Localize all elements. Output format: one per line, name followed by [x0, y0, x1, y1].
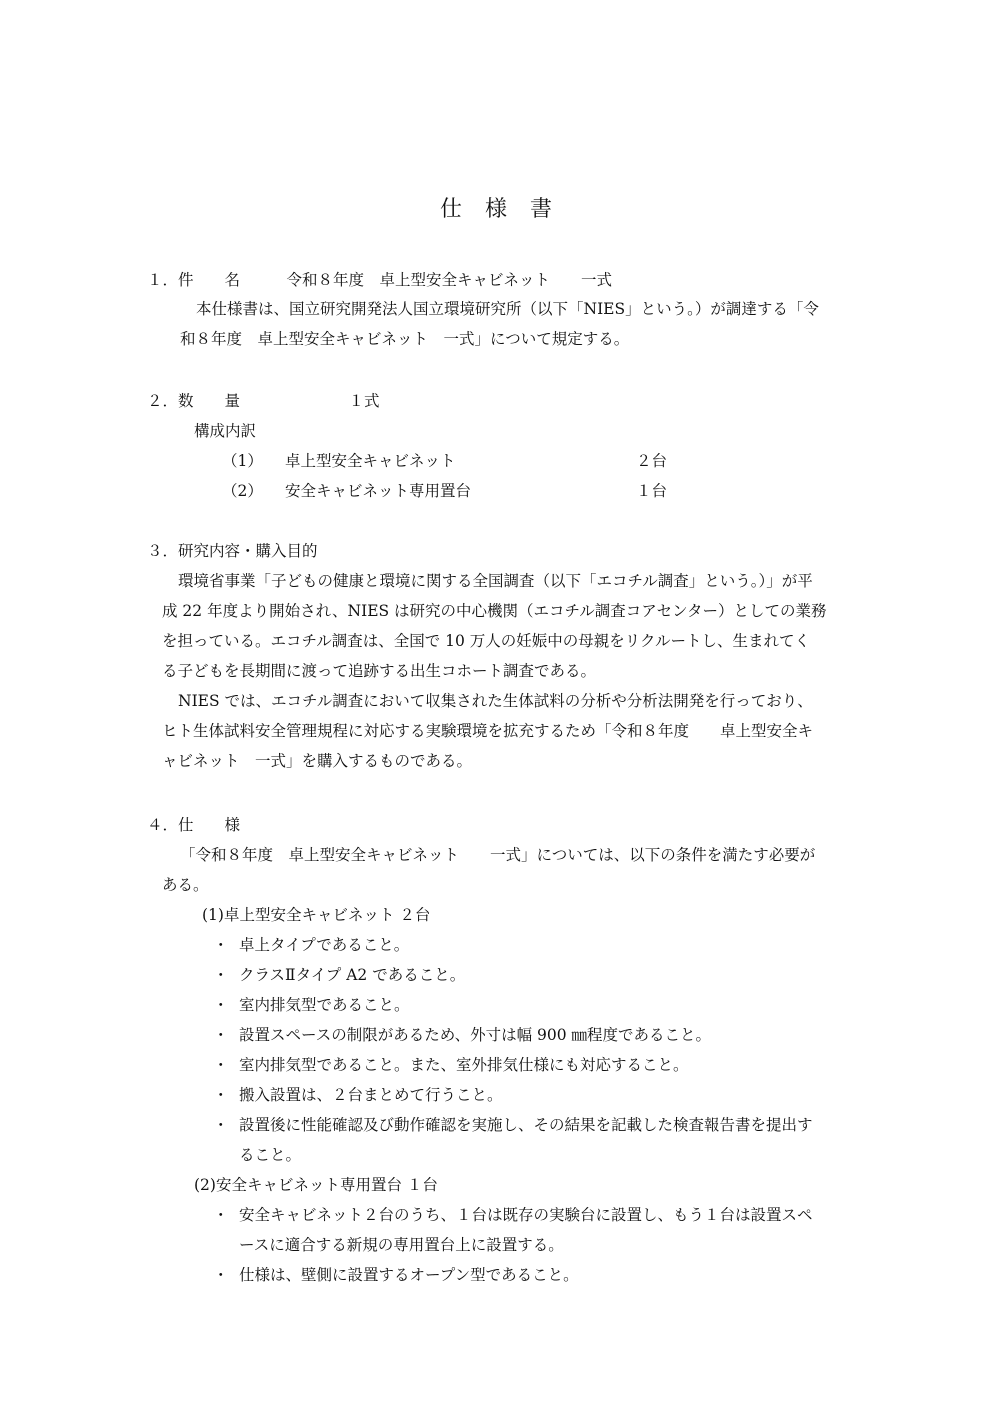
bullet-text: 設置後に性能確認及び動作確認を実施し、その結果を記載した検査報告書を提出す [239, 1116, 813, 1134]
section-1-paragraph-line: 和８年度 卓上型安全キャビネット 一式」について規定する。 [180, 330, 630, 348]
bullet-mark: ・ [213, 1086, 229, 1104]
subsection-heading: (2)安全キャビネット専用置台 １台 [194, 1176, 438, 1194]
section-1-heading: １．件 名 令和８年度 卓上型安全キャビネット 一式 [147, 271, 613, 289]
bullet-text: 室内排気型であること。 [239, 996, 410, 1014]
item-quantity: １台 [636, 482, 668, 500]
breakdown-label: 構成内訳 [194, 422, 257, 440]
bullet-text: 仕様は、壁側に設置するオープン型であること。 [239, 1266, 579, 1284]
section-3-line: ヒト生体試料安全管理規程に対応する実験環境を拡充するため「令和８年度 卓上型安全キ [162, 722, 814, 740]
page-title: 仕 様 書 [440, 197, 560, 222]
section-3-line: NIES では、エコチル調査において収集された生体試料の分析や分析法開発を行っており、 [178, 692, 813, 710]
item-name: 卓上型安全キャビネット [285, 452, 456, 470]
bullet-mark: ・ [213, 1026, 229, 1044]
subsection-heading: (1)卓上型安全キャビネット ２台 [202, 906, 431, 924]
bullet-mark: ・ [213, 1056, 229, 1074]
bullet-mark: ・ [213, 936, 229, 954]
section-3-line: 成 22 年度より開始され、NIES は研究の中心機関（エコチル調査コアセンター）としての業務 [162, 602, 827, 620]
bullet-text: 室内排気型であること。また、室外排気仕様にも対応すること。 [239, 1056, 689, 1074]
item-quantity: ２台 [636, 452, 668, 470]
section-3-line: を担っている。エコチル調査は、全国で 10 万人の妊娠中の母親をリクルートし、生まれてく [162, 632, 811, 650]
item-number: （1） [222, 452, 263, 470]
item-name: 安全キャビネット専用置台 [285, 482, 472, 500]
section-1-paragraph-line: 本仕様書は、国立研究開発法人国立環境研究所（以下「NIES」という。）が調達する「令 [196, 300, 819, 318]
bullet-text: クラスⅡタイプ A2 であること。 [239, 966, 466, 984]
bullet-mark: ・ [213, 966, 229, 984]
section-4-heading: ４．仕 様 [147, 816, 241, 834]
section-4-intro-line: ある。 [162, 876, 209, 894]
section-3-line: る子どもを長期間に渡って追跡する出生コホート調査である。 [162, 662, 597, 680]
bullet-mark: ・ [213, 1116, 229, 1134]
bullet-text: 搬入設置は、２台まとめて行うこと。 [239, 1086, 503, 1104]
bullet-text: 設置スペースの制限があるため、外寸は幅 900 ㎜程度であること。 [239, 1026, 712, 1044]
bullet-mark: ・ [213, 1266, 229, 1284]
item-number: （2） [222, 482, 263, 500]
bullet-mark: ・ [213, 1206, 229, 1224]
bullet-text: 卓上タイプであること。 [239, 936, 410, 954]
section-4-intro-line: 「令和８年度 卓上型安全キャビネット 一式」については、以下の条件を満たす必要が [180, 846, 816, 864]
bullet-mark: ・ [213, 996, 229, 1014]
section-3-line: 環境省事業「子どもの健康と環境に関する全国調査（以下「エコチル調査」という。）」が平 [178, 572, 813, 590]
bullet-text-continuation: ること。 [239, 1146, 302, 1164]
bullet-text-continuation: ースに適合する新規の専用置台上に設置する。 [239, 1236, 564, 1254]
bullet-text: 安全キャビネット２台のうち、１台は既存の実験台に設置し、もう１台は設置スペ [239, 1206, 813, 1224]
section-3-line: ャビネット 一式」を購入するものである。 [162, 752, 473, 770]
section-2-heading: ２．数 量 １式 [147, 392, 380, 410]
section-3-heading: ３．研究内容・購入目的 [147, 542, 318, 560]
